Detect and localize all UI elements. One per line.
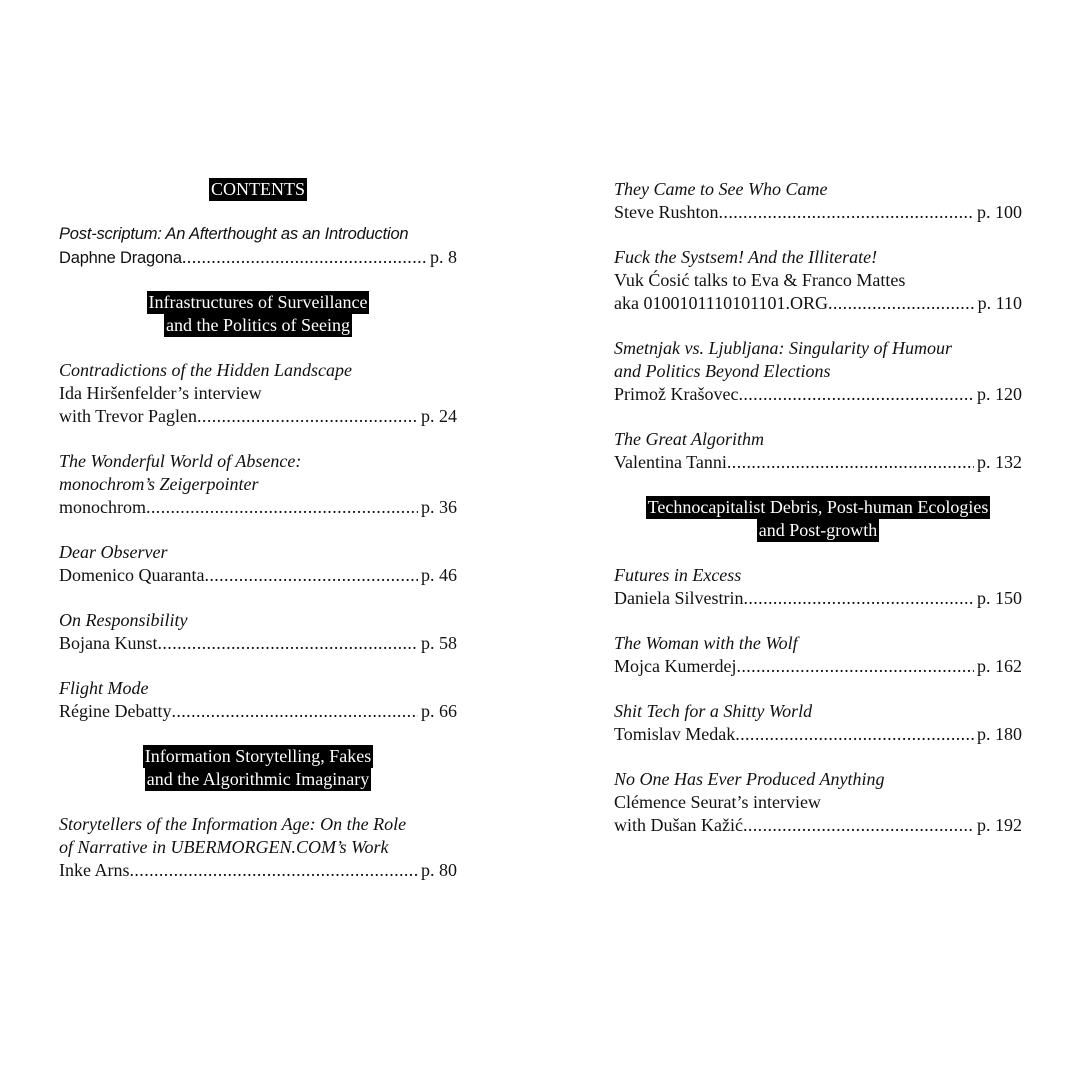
entry-author: with Trevor Paglen bbox=[59, 406, 198, 426]
toc-entry bbox=[614, 428, 1022, 474]
entry-page: p. 180 bbox=[977, 724, 1022, 744]
entry-page: p. 24 bbox=[421, 406, 457, 426]
section-heading-surveillance bbox=[59, 291, 457, 337]
leader-dots bbox=[204, 564, 418, 587]
toc-entry-intro bbox=[59, 223, 457, 269]
entry-author-line bbox=[59, 405, 457, 428]
entry-author: Daniela Silvestrin bbox=[614, 588, 744, 608]
entry-author: Steve Rushton bbox=[614, 202, 719, 222]
toc-right-column bbox=[614, 178, 1022, 859]
entry-title: Flight Mode bbox=[59, 678, 149, 698]
entry-author-line bbox=[59, 246, 457, 269]
entry-author-line bbox=[59, 859, 457, 882]
leader-dots bbox=[743, 814, 974, 837]
entry-page: p. 132 bbox=[977, 452, 1022, 472]
entry-page: p. 8 bbox=[430, 247, 457, 267]
entry-page: p. 110 bbox=[977, 293, 1022, 313]
entry-title: Fuck the Systsem! And the Illiterate! bbox=[614, 247, 878, 267]
toc-entry bbox=[59, 813, 457, 882]
leader-dots bbox=[146, 496, 418, 519]
toc-entry bbox=[59, 609, 457, 655]
entry-page: p. 36 bbox=[421, 497, 457, 517]
toc-left-column bbox=[59, 178, 457, 904]
toc-entry bbox=[614, 564, 1022, 610]
entry-title: They Came to See Who Came bbox=[614, 179, 828, 199]
entry-page: p. 66 bbox=[421, 701, 457, 721]
entry-author-extra: Ida Hiršenfelder’s interview bbox=[59, 383, 262, 403]
entry-title: Futures in Excess bbox=[614, 565, 742, 585]
entry-author: with Dušan Kažić bbox=[614, 815, 743, 835]
section-heading-storytelling bbox=[59, 745, 457, 791]
leader-dots bbox=[197, 405, 418, 428]
entry-title: The Woman with the Wolf bbox=[614, 633, 798, 653]
entry-author-line bbox=[59, 564, 457, 587]
entry-page: p. 46 bbox=[421, 565, 457, 585]
leader-dots bbox=[735, 723, 974, 746]
entry-title: Dear Observer bbox=[59, 542, 168, 562]
entry-author-line bbox=[59, 496, 457, 519]
entry-author: Régine Debatty bbox=[59, 701, 172, 721]
entry-title: The Wonderful World of Absence: bbox=[59, 451, 302, 471]
entry-title: of Narrative in UBERMORGEN.COM’s Work bbox=[59, 837, 389, 857]
entry-title: Storytellers of the Information Age: On the Role bbox=[59, 814, 407, 834]
toc-entry bbox=[59, 677, 457, 723]
entry-title: Shit Tech for a Shitty World bbox=[614, 701, 813, 721]
entry-author: monochrom bbox=[59, 497, 146, 517]
entry-title: monochrom’s Zeigerpointer bbox=[59, 474, 259, 494]
contents-heading bbox=[59, 178, 457, 201]
section-heading-line: Technocapitalist Debris, Post-human Ecologies bbox=[647, 497, 989, 517]
section-heading-technocapitalist bbox=[614, 496, 1022, 542]
entry-author-line bbox=[614, 451, 1022, 474]
entry-author-line bbox=[614, 587, 1022, 610]
leader-dots bbox=[158, 632, 419, 655]
leader-dots bbox=[171, 700, 418, 723]
toc-entry bbox=[59, 541, 457, 587]
entry-page: p. 120 bbox=[977, 384, 1022, 404]
leader-dots bbox=[182, 246, 427, 269]
entry-author-line bbox=[614, 814, 1022, 837]
entry-title: Post-scriptum: An Afterthought as an Introduction bbox=[59, 225, 409, 243]
entry-title: Contradictions of the Hidden Landscape bbox=[59, 360, 352, 380]
entry-page: p. 58 bbox=[421, 633, 457, 653]
toc-entry bbox=[614, 700, 1022, 746]
leader-dots bbox=[719, 201, 974, 224]
entry-group bbox=[59, 359, 457, 723]
section-heading-line: and the Politics of Seeing bbox=[166, 315, 350, 335]
toc-entry bbox=[614, 337, 1022, 406]
entry-author: Primož Krašovec bbox=[614, 384, 739, 404]
entry-author-extra: Vuk Ćosić talks to Eva & Franco Mattes bbox=[614, 270, 906, 290]
entry-author: Valentina Tanni bbox=[614, 452, 727, 472]
entry-title: On Responsibility bbox=[59, 610, 188, 630]
leader-dots bbox=[727, 451, 974, 474]
entry-page: p. 162 bbox=[977, 656, 1022, 676]
entry-group bbox=[59, 813, 457, 882]
entry-author-line bbox=[614, 723, 1022, 746]
toc-entry bbox=[59, 359, 457, 428]
entry-author-line bbox=[614, 201, 1022, 224]
entry-page: p. 100 bbox=[977, 202, 1022, 222]
entry-group bbox=[614, 564, 1022, 837]
contents-label: CONTENTS bbox=[211, 179, 305, 199]
entry-author: aka 0100101110101101.ORG bbox=[614, 293, 828, 313]
leader-dots bbox=[736, 655, 974, 678]
entry-page: p. 150 bbox=[977, 588, 1022, 608]
entry-author: Daphne Dragona bbox=[59, 249, 182, 267]
section-heading-line: Infrastructures of Surveillance bbox=[148, 292, 368, 312]
entry-title: The Great Algorithm bbox=[614, 429, 765, 449]
entry-author-line bbox=[59, 632, 457, 655]
entry-page: p. 80 bbox=[421, 860, 457, 880]
entry-author-line bbox=[614, 292, 1022, 315]
section-heading-line: and Post-growth bbox=[758, 520, 878, 540]
leader-dots bbox=[130, 859, 419, 882]
section-heading-line: Information Storytelling, Fakes bbox=[144, 746, 372, 766]
leader-dots bbox=[828, 292, 975, 315]
entry-page: p. 192 bbox=[977, 815, 1022, 835]
leader-dots bbox=[743, 587, 974, 610]
entry-group bbox=[614, 178, 1022, 474]
leader-dots bbox=[738, 383, 974, 406]
section-heading-line: and the Algorithmic Imaginary bbox=[146, 769, 370, 789]
entry-title: Smetnjak vs. Ljubljana: Singularity of Humour bbox=[614, 338, 952, 358]
toc-entry bbox=[59, 450, 457, 519]
entry-title: and Politics Beyond Elections bbox=[614, 361, 831, 381]
entry-author-line bbox=[59, 700, 457, 723]
entry-author: Tomislav Medak bbox=[614, 724, 736, 744]
toc-entry bbox=[614, 178, 1022, 224]
entry-author: Domenico Quaranta bbox=[59, 565, 205, 585]
toc-entry bbox=[614, 632, 1022, 678]
entry-author: Inke Arns bbox=[59, 860, 130, 880]
entry-author-line bbox=[614, 655, 1022, 678]
entry-author: Mojca Kumerdej bbox=[614, 656, 737, 676]
entry-title: No One Has Ever Produced Anything bbox=[614, 769, 885, 789]
entry-author: Bojana Kunst bbox=[59, 633, 158, 653]
toc-entry bbox=[614, 246, 1022, 315]
entry-author-line bbox=[614, 383, 1022, 406]
entry-author-extra: Clémence Seurat’s interview bbox=[614, 792, 821, 812]
toc-entry bbox=[614, 768, 1022, 837]
